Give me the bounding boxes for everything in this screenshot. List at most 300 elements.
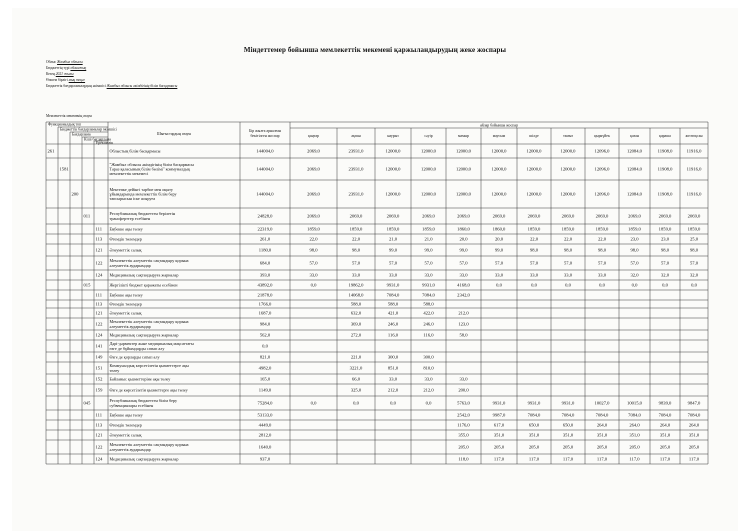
annual-plan-value: 393,0	[259, 272, 271, 278]
month-value: 851,0	[387, 365, 399, 371]
month-value: 212,0	[423, 387, 434, 393]
class-code: 159	[95, 387, 103, 393]
expense-name: Медициналық сақтандыруға жарналар	[109, 332, 179, 338]
month-value: 0,0	[631, 282, 638, 288]
class-code: 149	[95, 354, 103, 360]
month-value: 2069,0	[687, 213, 701, 219]
month-value: 10027,0	[594, 400, 610, 406]
class-code: 121	[95, 247, 103, 253]
month-value: 10015,0	[627, 400, 642, 406]
month-value: 205,0	[528, 444, 540, 450]
month-value: 58,0	[459, 332, 468, 338]
month-value: 33,0	[424, 272, 433, 278]
header-field-value: 2021 жылы	[55, 72, 74, 76]
month-value: 23931,0	[348, 148, 364, 154]
month-value: 264,0	[688, 422, 700, 428]
month-value: 0,0	[353, 400, 359, 406]
document-title: Міндеттемер бойынша мемлекеттік мекемені қаржыландырудың жеке жоспары	[243, 46, 507, 54]
month-value: 12000,0	[456, 166, 471, 172]
month-value: 12000,0	[526, 166, 542, 172]
month-value: 12000,0	[456, 148, 471, 154]
month-value: 351,0	[528, 432, 540, 438]
header-field-label: Кезең	[46, 72, 56, 76]
expense-name: Өтемдік төлемдер	[109, 301, 142, 307]
month-value: 57,0	[660, 260, 670, 266]
month-value: 57,0	[689, 260, 699, 266]
month-value: 650,0	[528, 422, 540, 428]
annual-plan-value: 1149,0	[258, 387, 272, 393]
month-value: 1176,0	[457, 422, 470, 428]
annual-plan-value: 562,0	[259, 332, 271, 338]
month-value: 57,0	[529, 260, 539, 266]
month-value: 650,0	[562, 422, 574, 428]
month-value: 2069,0	[386, 213, 400, 219]
month-value: 1859,0	[527, 226, 541, 232]
month-value: 57,0	[597, 260, 607, 266]
month-value: 7084,0	[658, 412, 672, 418]
month-value: 0,0	[310, 400, 317, 406]
annual-plan-value: 1766,0	[258, 301, 272, 307]
month-value: 99,0	[424, 247, 433, 253]
expense-name: Мектепке дейінгі тәрбие мен оқыту	[109, 186, 173, 192]
month-value: 33,0	[494, 272, 504, 278]
class-admin-header: Бюджеттік бағдарламалар әкімшісі	[60, 127, 117, 132]
name-column-header: Шығыстардың атауы	[156, 132, 192, 136]
month-value: 33,0	[388, 376, 398, 382]
month-value: 205,0	[596, 444, 608, 450]
month-value: 22,0	[597, 236, 607, 242]
month-value: 32,0	[630, 272, 639, 278]
month-value: 0,0	[310, 282, 317, 288]
month-value: 12084,0	[627, 166, 642, 172]
class-code: 200	[71, 191, 79, 197]
class-code: 111	[95, 412, 103, 418]
class-sub-header: Кіші бағдарлама	[84, 137, 111, 142]
class-code: 152	[95, 376, 103, 382]
class-code: 124	[95, 456, 103, 462]
month-value: 117,0	[562, 456, 574, 462]
header-field-value: Жамбыл облысы әкімдігінің білім басқармасы	[106, 84, 178, 88]
month-value: 2069,0	[492, 213, 506, 219]
class-code: 122	[95, 260, 103, 266]
expense-name: өзге де бұйымдарды сатып алу	[109, 345, 165, 351]
class-code: 124	[95, 332, 103, 338]
month-value: 123,0	[458, 321, 469, 327]
month-value: 117,0	[659, 456, 671, 462]
expense-name: Облыстың білім басқармасы	[109, 148, 161, 154]
month-value: 5763,0	[457, 400, 470, 406]
month-value: 9839,0	[658, 400, 672, 406]
month-value: 7084,0	[561, 412, 575, 418]
month-value: 7084,0	[595, 412, 609, 418]
month-value: 0,0	[425, 400, 432, 406]
class-spec-header: Ерекшелік	[96, 140, 114, 145]
month-value: 57,0	[494, 260, 504, 266]
month-value: 205,0	[688, 444, 700, 450]
month-header: наурыз	[387, 134, 399, 138]
month-value: 98,0	[689, 247, 699, 253]
annual-plan-value: 684,0	[259, 260, 271, 266]
expense-name: Тараз қаласының білім бөлімі" коммуналдық	[109, 166, 191, 172]
month-value: 355,0	[458, 432, 469, 438]
month-value: 7084,0	[687, 412, 701, 418]
class-code: 113	[95, 422, 103, 428]
class-code: 045	[83, 400, 91, 406]
expense-name: Медициналық сақтандыруға жарналар	[109, 272, 179, 278]
expense-name: Коммуналдық көрсетілетін қызметтерге ақы	[109, 363, 189, 369]
month-value: 0,0	[390, 400, 396, 406]
month-value: 12000,0	[421, 166, 436, 172]
month-value: 20,0	[459, 236, 468, 242]
month-value: 66,0	[351, 376, 361, 382]
header-field-label: Облыс	[46, 60, 58, 64]
month-value: 12000,0	[385, 148, 401, 154]
month-value: 351,0	[493, 432, 505, 438]
month-value: 11908,0	[657, 166, 673, 172]
month-value: 212,0	[458, 310, 469, 316]
month-value: 22,0	[563, 236, 573, 242]
month-value: 23,0	[630, 236, 639, 242]
expense-name: Медициналық сақтандыруға жарналар	[109, 456, 179, 462]
annual-plan-value: 1687,0	[258, 310, 272, 316]
expense-name: Өзге де қорларды сатып алу	[109, 354, 160, 360]
month-value: 116,0	[423, 332, 434, 338]
month-value: 98,0	[529, 247, 539, 253]
month-value: 4168,0	[457, 282, 470, 288]
month-value: 23931,0	[348, 191, 364, 197]
month-value: 12000,0	[560, 148, 576, 154]
class-code: 124	[95, 272, 103, 278]
month-value: 2069,0	[628, 213, 641, 219]
month-value: 2069,0	[422, 213, 435, 219]
month-value: 21,0	[424, 236, 433, 242]
month-header: шілде	[529, 134, 539, 138]
month-value: 117,0	[528, 456, 540, 462]
month-value: 12000,0	[560, 191, 576, 197]
month-value: 2342,0	[457, 292, 470, 298]
month-value: 11908,0	[657, 148, 673, 154]
month-value: 57,0	[630, 260, 639, 266]
month-value: 7084,0	[527, 412, 541, 418]
month-value: 617,0	[493, 422, 505, 428]
month-value: 12000,0	[491, 148, 507, 154]
month-value: 9931,0	[422, 282, 435, 288]
class-code: 122	[95, 444, 103, 450]
month-value: 98,0	[563, 247, 573, 253]
annual-plan-value: 144004,0	[256, 166, 274, 172]
month-value: 2069,0	[307, 213, 320, 219]
class-code: 121	[95, 432, 103, 438]
month-value: 12000,0	[491, 166, 507, 172]
class-code: 015	[83, 282, 91, 288]
month-value: 0,0	[662, 282, 668, 288]
month-value: 32,0	[660, 272, 670, 278]
annual-plan-value: 43892,0	[257, 282, 273, 288]
month-value: 12000,0	[526, 191, 542, 197]
class-code: 122	[95, 321, 103, 327]
annual-plan-value: 821,0	[259, 354, 271, 360]
month-value: 14068,0	[348, 292, 364, 298]
month-value: 22,0	[309, 236, 318, 242]
month-value: 205,0	[659, 444, 671, 450]
annual-plan-value: 1180,0	[258, 247, 272, 253]
month-value: 264,0	[629, 422, 640, 428]
month-value: 351,0	[629, 432, 640, 438]
month-value: 33,0	[351, 272, 361, 278]
month-value: 12000,0	[491, 191, 507, 197]
expense-name: Өзге де көрсетілетін қызметтерге ақы төлеу	[109, 387, 188, 393]
annual-plan-value: 1640,0	[258, 444, 272, 450]
expense-name: Әлеуметтік салық	[109, 432, 142, 438]
month-value: 117,0	[493, 456, 505, 462]
month-header: қаңтар	[308, 134, 319, 138]
annual-plan-value: 937,0	[259, 456, 271, 462]
month-value: 12000,0	[385, 166, 401, 172]
header-field-label: Бюджеттік бағдарламалардың әкімшісі	[46, 84, 107, 88]
month-value: 0,0	[496, 282, 502, 288]
class-code: 113	[95, 301, 103, 307]
month-value: 117,0	[596, 456, 608, 462]
expense-name: төлеу	[109, 367, 120, 373]
month-value: 9931,0	[386, 282, 400, 288]
month-value: 12096,0	[594, 148, 610, 154]
month-value: 1859,0	[307, 226, 320, 232]
month-value: 25,0	[689, 236, 699, 242]
class-code: 111	[95, 292, 103, 298]
expense-name: Еңбекке ақы төлеу	[109, 226, 143, 232]
class-code: 121	[95, 310, 103, 316]
month-value: 2069,0	[527, 213, 541, 219]
month-value: 33,0	[459, 272, 468, 278]
month-value: 1859,0	[349, 226, 363, 232]
month-header: қараша	[659, 134, 671, 138]
expense-name: Мемлекеттік әлеуметтік сақтандыру қорына	[109, 258, 189, 264]
month-value: 1859,0	[386, 226, 400, 232]
month-value: 9987,0	[492, 412, 506, 418]
month-value: 1859,0	[658, 226, 672, 232]
month-value: 117,0	[688, 456, 700, 462]
month-value: 32,0	[689, 272, 699, 278]
month-value: 264,0	[659, 422, 671, 428]
month-value: 99,0	[388, 247, 398, 253]
month-value: 33,0	[424, 376, 433, 382]
expense-name: әлеуметтік аударымдар	[109, 323, 151, 329]
month-value: 246,0	[423, 321, 434, 327]
month-value: 33,0	[529, 272, 539, 278]
month-value: 351,0	[596, 432, 608, 438]
month-header: қазан	[630, 134, 639, 138]
month-value: 0,0	[565, 282, 571, 288]
month-value: 22,0	[529, 236, 539, 242]
month-value: 57,0	[388, 260, 398, 266]
month-value: 810,0	[423, 365, 434, 371]
month-value: 1859,0	[561, 226, 575, 232]
month-value: 21,0	[388, 236, 398, 242]
header-field-label: Бюджеттің түрі	[46, 66, 71, 70]
expense-name: ұйымдарында мемлекеттік білім беру	[109, 191, 177, 197]
month-value: 98,0	[309, 247, 318, 253]
month-value: 33,0	[309, 272, 318, 278]
expense-name: Әлеуметтік салық	[109, 310, 142, 316]
month-value: 9931,0	[561, 400, 575, 406]
expense-name: субвенциялары есебінен	[109, 402, 154, 408]
month-value: 33,0	[563, 272, 573, 278]
month-value: 118,0	[458, 456, 469, 462]
expense-name: Еңбекке ақы төлеу	[109, 412, 143, 418]
month-value: 57,0	[351, 260, 361, 266]
header-field-label: Мемлекеттік мекеменің атауы	[46, 114, 92, 118]
header-field-value: облыстық	[70, 66, 87, 70]
month-value: 2069,0	[307, 166, 320, 172]
annual-column-header: Бір жылға арналған	[249, 129, 281, 133]
month-value: 1859,0	[595, 226, 609, 232]
annual-plan-value: 4982,0	[258, 365, 272, 371]
expense-name: Әлеуметтік салық	[109, 247, 142, 253]
month-value: 11908,0	[657, 191, 673, 197]
month-value: 325,0	[350, 387, 362, 393]
month-value: 0,0	[531, 282, 537, 288]
month-value: 99,0	[459, 247, 468, 253]
class-code: 261	[47, 148, 55, 154]
month-value: 116,0	[387, 332, 399, 338]
annual-plan-value: 261,0	[259, 236, 271, 242]
month-value: 57,0	[459, 260, 468, 266]
month-value: 23931,0	[348, 166, 364, 172]
month-value: 2069,0	[457, 213, 470, 219]
month-header: мамыр	[458, 134, 469, 138]
expense-name: Мемлекеттік әлеуметтік сақтандыру қорына	[109, 319, 189, 325]
month-value: 57,0	[424, 260, 433, 266]
annual-plan-value: 144004,0	[256, 148, 274, 154]
annual-plan-value: 21878,0	[257, 292, 273, 298]
month-header: қыркүйек	[594, 134, 610, 138]
month-value: 588,0	[423, 301, 434, 307]
annual-plan-value: 0,0	[262, 343, 268, 349]
month-value: 2069,0	[307, 148, 320, 154]
month-value: 588,0	[387, 301, 399, 307]
annual-plan-value: 984,0	[259, 321, 271, 327]
annual-plan-value: 2812,0	[258, 432, 272, 438]
month-value: 205,0	[493, 444, 505, 450]
month-value: 12000,0	[560, 166, 576, 172]
month-value: 2069,0	[307, 191, 320, 197]
expense-name: Өтемдік төлемдер	[109, 422, 142, 428]
month-header: сәуір	[424, 134, 433, 138]
month-value: 300,0	[387, 354, 399, 360]
expense-name: тапсырысын іске асыруға	[109, 196, 156, 202]
month-value: 12084,0	[627, 148, 642, 154]
annual-plan-value: 22319,0	[257, 226, 273, 232]
month-header: желтоқсан	[685, 134, 703, 138]
month-value: 12096,0	[594, 166, 610, 172]
month-value: 588,0	[350, 301, 362, 307]
month-value: 12000,0	[385, 191, 401, 197]
month-value: 2069,0	[595, 213, 609, 219]
month-value: 2069,0	[658, 213, 672, 219]
month-value: 98,0	[630, 247, 639, 253]
month-value: 33,0	[597, 272, 607, 278]
month-value: 421,0	[387, 310, 399, 316]
months-group-header: айлар бойынша жоспар	[480, 123, 518, 128]
expense-name: Еңбекке ақы төлеу	[109, 292, 143, 298]
month-value: 205,0	[629, 444, 640, 450]
expense-name: Республикалық бюджеттен білім беру	[109, 398, 178, 404]
expense-name: трансферттер есебінен	[109, 215, 151, 221]
expense-name: Мемлекеттік әлеуметтік сақтандыру қорына	[109, 442, 189, 448]
expense-name: әлеуметтік аударымдар	[109, 446, 151, 452]
month-value: 7084,0	[386, 292, 400, 298]
annual-plan-value: 53133,0	[257, 412, 273, 418]
month-value: 205,0	[562, 444, 574, 450]
month-value: 57,0	[309, 260, 318, 266]
month-value: 221,0	[350, 354, 362, 360]
month-value: 12096,0	[594, 191, 610, 197]
month-value: 0,0	[599, 282, 605, 288]
expense-name: әлеуметтік аударымдар	[109, 262, 151, 268]
month-value: 0,0	[691, 282, 697, 288]
month-value: 1859,0	[687, 226, 701, 232]
month-header: ақпан	[351, 134, 361, 138]
annual-plan-value: 4449,0	[258, 422, 272, 428]
class-code: 1581	[59, 166, 69, 172]
month-value: 351,0	[562, 432, 574, 438]
expense-name: "Жамбыл облысы әкімдігінің білім басқармасы	[109, 161, 194, 167]
month-value: 22,0	[351, 236, 361, 242]
expense-name: Жергілікті бюджет қаражаты есебінен	[109, 282, 178, 288]
month-value: 12000,0	[456, 191, 471, 197]
month-value: 12000,0	[526, 148, 542, 154]
month-value: 98,0	[660, 247, 670, 253]
month-value: 33,0	[459, 376, 468, 382]
month-value: 2069,0	[349, 213, 363, 219]
expense-name: Өтемдік төлемдер	[109, 236, 142, 242]
header-field-label: Өлшем бірлігі	[46, 78, 69, 82]
month-value: 422,0	[423, 310, 434, 316]
month-header: маусым	[492, 134, 506, 138]
month-value: 1860,0	[492, 226, 506, 232]
month-value: 246,0	[387, 321, 399, 327]
month-header: тамыз	[563, 134, 573, 138]
month-value: 369,0	[350, 321, 362, 327]
month-value: 632,0	[350, 310, 362, 316]
annual-plan-value: 165,0	[259, 376, 271, 382]
month-value: 33,0	[388, 272, 398, 278]
annual-plan-value: 24828,0	[257, 213, 273, 219]
class-code: 151	[95, 365, 103, 371]
month-value: 9931,0	[527, 400, 541, 406]
class-code: 011	[83, 213, 91, 219]
month-value: 11916,0	[686, 166, 702, 172]
month-value: 272,0	[350, 332, 362, 338]
annual-column-header: бекітілген жоспар	[250, 134, 280, 138]
month-value: 12000,0	[421, 191, 436, 197]
month-value: 20,0	[494, 236, 504, 242]
annual-plan-value: 75284,0	[257, 400, 273, 406]
class-code: 111	[95, 226, 103, 232]
expense-name: Дәрі-дәрмектер және медициналық мақсаттағы	[109, 341, 194, 347]
expense-name: мемлекеттік мекемесі	[109, 171, 149, 177]
month-value: 351,0	[659, 432, 671, 438]
month-value: 23,0	[660, 236, 670, 242]
month-value: 9847,0	[687, 400, 701, 406]
month-value: 264,0	[596, 422, 608, 428]
header-field-value: Жамбыл облысы	[57, 60, 83, 64]
month-value: 7084,0	[628, 412, 641, 418]
month-value: 11916,0	[686, 191, 702, 197]
month-value: 3221,0	[349, 365, 363, 371]
month-value: 351,0	[688, 432, 700, 438]
expense-name: Байланыс қызметтеріне ақы төлеу	[109, 376, 171, 382]
